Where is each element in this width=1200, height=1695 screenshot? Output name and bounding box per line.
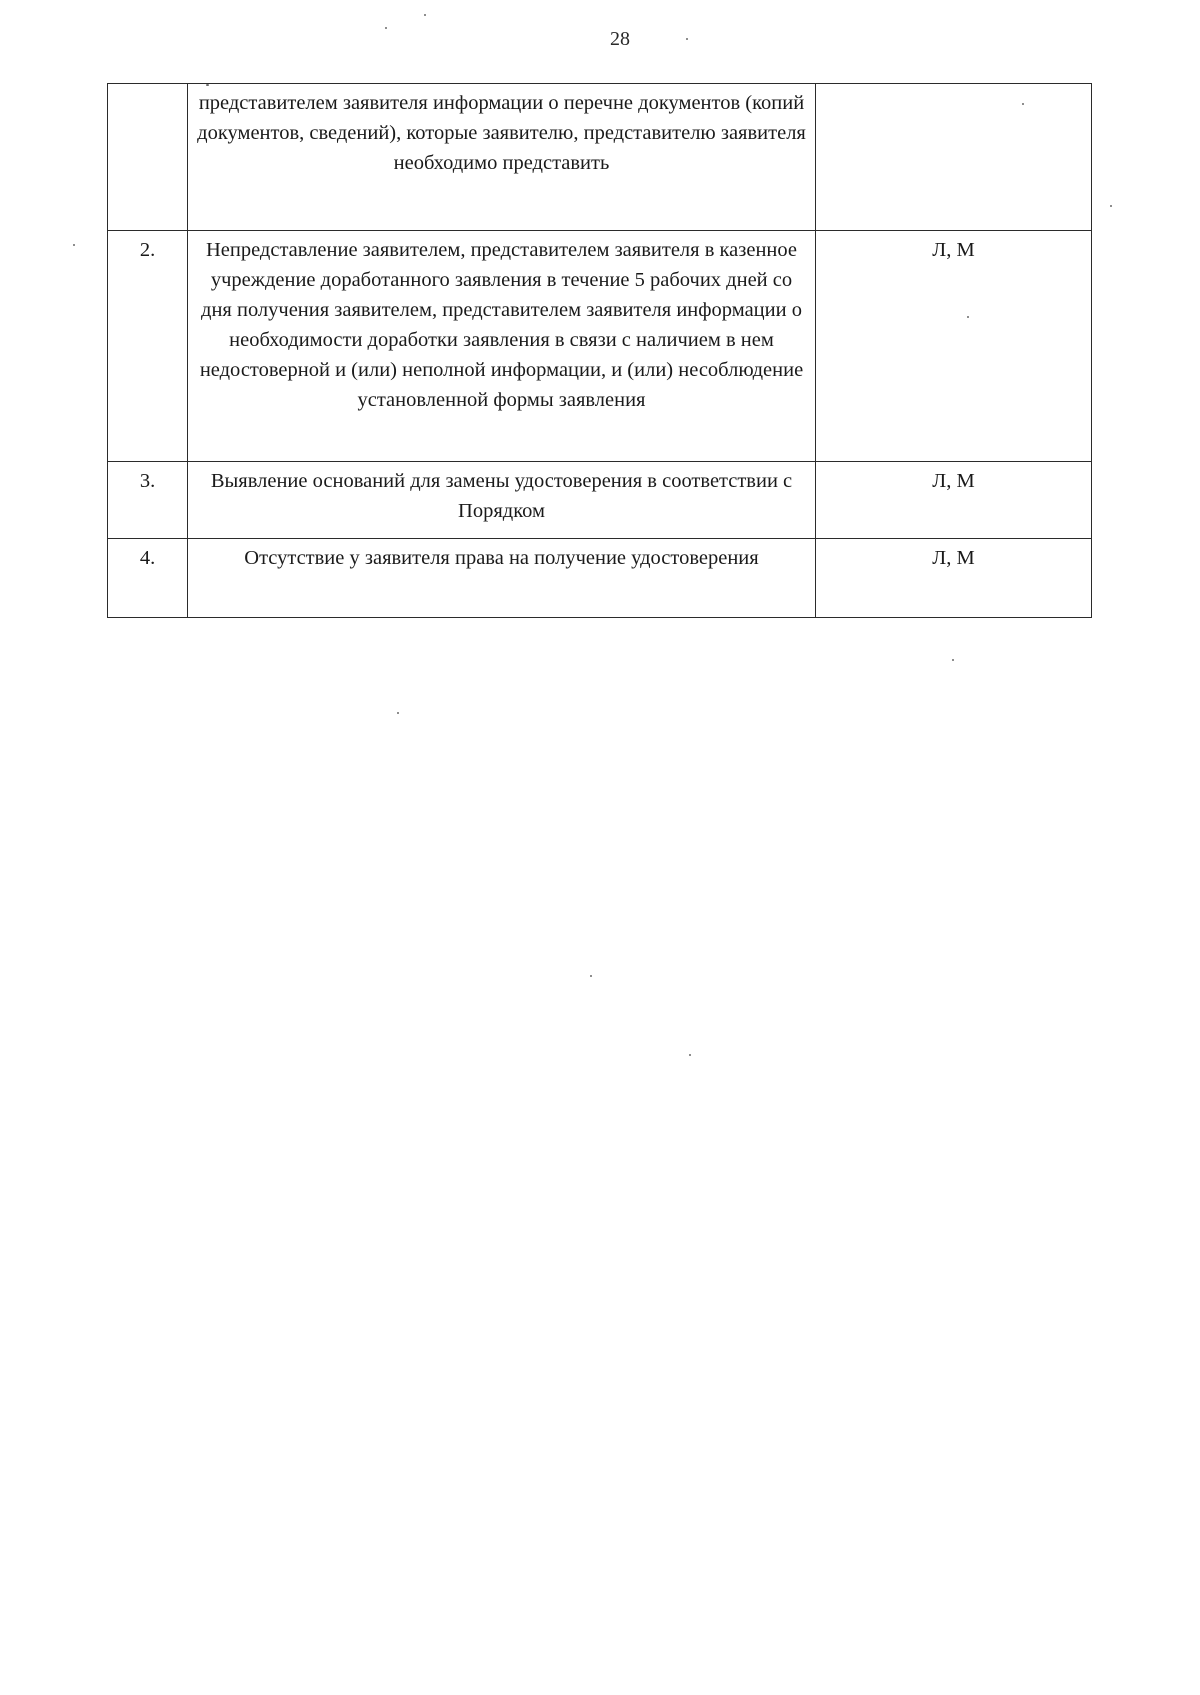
scan-speck	[590, 975, 592, 977]
row-text: Непредставление заявителем, представителем заявителя в казенное учреждение доработанного заявления в течение 5 рабочих дней со дня получения заявителем, представителем заявителя информации о необходимости доработки заявления в связи с наличием в нем недостоверной и (или) неполной информации, и (или) несоблюдение установленной формы заявления	[188, 231, 816, 462]
scan-speck	[73, 244, 75, 246]
row-code: Л, М	[816, 539, 1092, 618]
table-row	[108, 462, 1092, 539]
row-text: представителем заявителя информации о перечне документов (копий документов, сведений), которые заявителю, представителю заявителя необходимо представить	[188, 84, 816, 231]
row-code: Л, М	[816, 462, 1092, 539]
scan-speck	[1022, 103, 1024, 105]
row-number: 2.	[108, 231, 188, 462]
scan-speck	[206, 84, 209, 86]
scan-speck	[1110, 205, 1112, 207]
row-number: 3.	[108, 462, 188, 539]
table-row	[108, 84, 1092, 231]
table-row	[108, 231, 1092, 462]
table-row	[108, 539, 1092, 618]
scan-speck	[424, 14, 426, 16]
page-number: 28	[610, 28, 630, 50]
scan-speck	[967, 316, 969, 318]
row-text: Выявление оснований для замены удостоверения в соответствии с Порядком	[188, 462, 816, 539]
scan-speck	[686, 38, 688, 40]
row-code: Л, М	[816, 231, 1092, 462]
scan-speck	[952, 659, 954, 661]
document-table	[107, 83, 1092, 618]
row-text: Отсутствие у заявителя права на получение удостоверения	[188, 539, 816, 618]
row-number: 4.	[108, 539, 188, 618]
scan-speck	[385, 27, 387, 29]
row-number	[108, 84, 188, 231]
row-code	[816, 84, 1092, 231]
scan-speck	[689, 1054, 691, 1056]
scan-speck	[397, 712, 399, 714]
